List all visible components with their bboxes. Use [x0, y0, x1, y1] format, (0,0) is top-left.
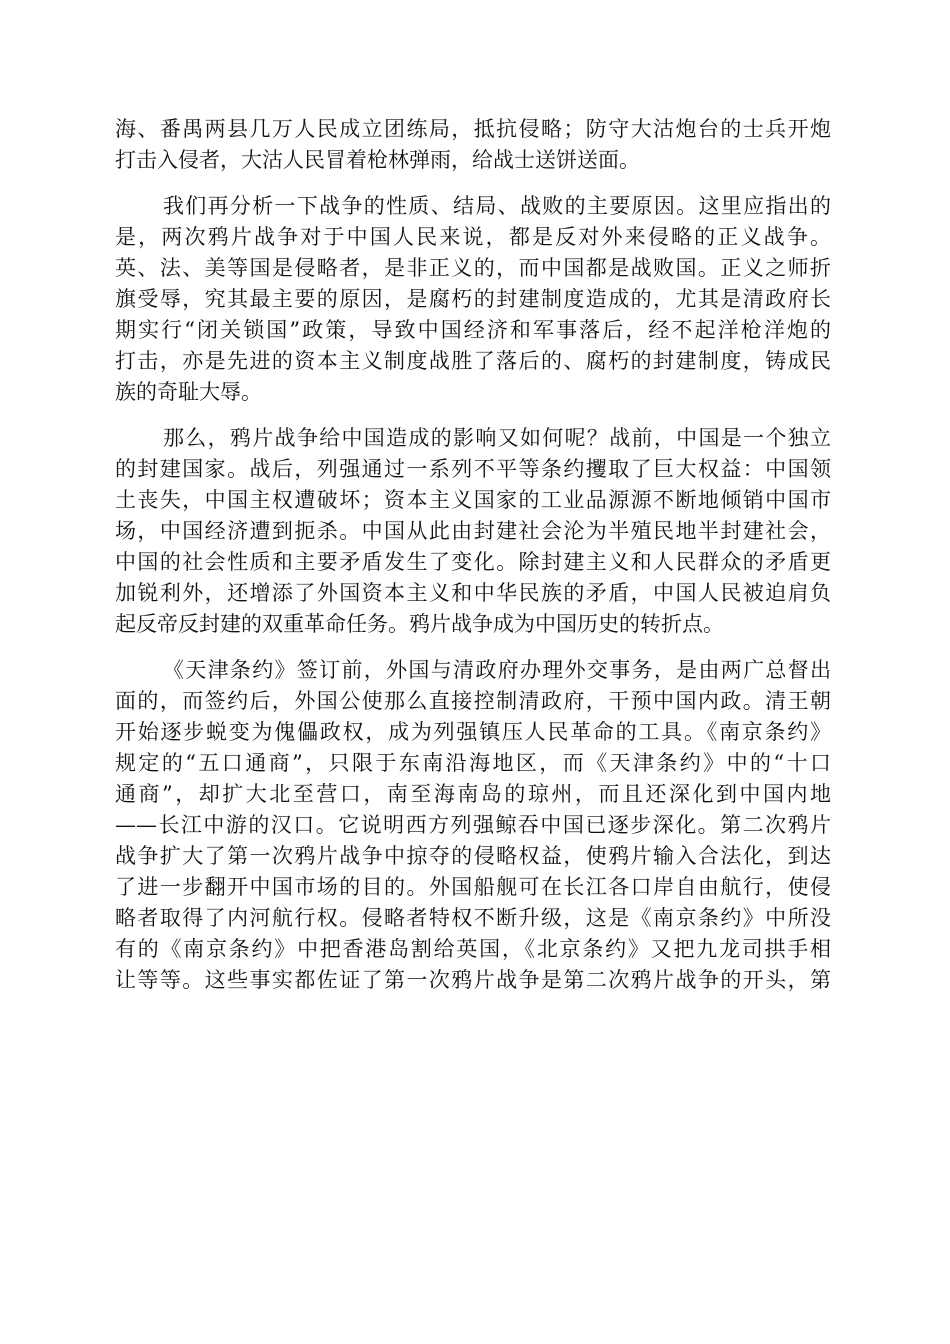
text-line: 加锐利外，还增添了外国资本主义和中华民族的矛盾，中国人民被迫肩负 — [115, 581, 831, 605]
text-line: 《天津条约》签订前，外国与清政府办理外交事务，是由两广总督出 — [163, 658, 831, 682]
text-line: 是，两次鸦片战争对于中国人民来说，都是反对外来侵略的正义战争。 — [115, 225, 831, 249]
paragraph-2 — [115, 191, 831, 408]
text-line: 了进一步翻开中国市场的目的。外国船舰可在长江各口岸自由航行，使侵 — [115, 875, 831, 899]
text-line: 规定的“五口通商”，只限于东南沿海地区，而《天津条约》中的“十口 — [115, 751, 831, 775]
text-line: 打击，亦是先进的资本主义制度战胜了落后的、腐朽的封建制度，铸成民 — [115, 349, 831, 373]
text-line: 土丧失，中国主权遭破坏；资本主义国家的工业品源源不断地倾销中国市 — [115, 488, 831, 512]
text-line: ——长江中游的汉口。它说明西方列强鲸吞中国已逐步深化。第二次鸦片 — [115, 813, 831, 837]
text-line: 期实行“闭关锁国”政策，导致中国经济和军事落后，经不起洋枪洋炮的 — [115, 318, 831, 342]
text-line: 的封建国家。战后，列强通过一系列不平等条约攫取了巨大权益：中国领 — [115, 457, 831, 481]
text-line: 让等等。这些事实都佐证了第一次鸦片战争是第二次鸦片战争的开头，第 — [115, 968, 831, 992]
text-line: 面的，而签约后，外国公使那么直接控制清政府，干预中国内政。清王朝 — [115, 689, 831, 713]
text-line: 我们再分析一下战争的性质、结局、战败的主要原因。这里应指出的 — [163, 194, 831, 218]
paragraph-3 — [115, 423, 831, 640]
text-line: 海、番禺两县几万人民成立团练局，抵抗侵略；防守大沽炮台的士兵开炮 — [115, 117, 831, 141]
text-line: 族的奇耻大辱。 — [115, 380, 262, 404]
text-line: 场，中国经济遭到扼杀。中国从此由封建社会沦为半殖民地半封建社会， — [115, 519, 831, 543]
text-line: 有的《南京条约》中把香港岛割给英国，《北京条约》又把九龙司拱手相 — [115, 937, 831, 961]
text-line: 那么，鸦片战争给中国造成的影响又如何呢？战前，中国是一个独立 — [163, 426, 831, 450]
text-line: 起反帝反封建的双重革命任务。鸦片战争成为中国历史的转折点。 — [115, 612, 724, 636]
text-line: 战争扩大了第一次鸦片战争中掠夺的侵略权益，使鸦片输入合法化，到达 — [115, 844, 831, 868]
text-line: 打击入侵者，大沽人民冒着枪林弹雨，给战士送饼送面。 — [115, 148, 640, 172]
text-line: 通商”，却扩大北至营口，南至海南岛的琼州，而且还深化到中国内地 — [115, 782, 831, 806]
text-line: 旗受辱，究其最主要的原因，是腐朽的封建制度造成的，尤其是清政府长 — [115, 287, 831, 311]
text-line: 略者取得了内河航行权。侵略者特权不断升级，这是《南京条约》中所没 — [115, 906, 831, 930]
text-line: 英、法、美等国是侵略者，是非正义的，而中国都是战败国。正义之师折 — [115, 256, 831, 280]
paragraph-4 — [115, 655, 831, 996]
document-body — [115, 114, 831, 1011]
text-line: 开始逐步蜕变为傀儡政权，成为列强镇压人民革命的工具。《南京条约》 — [115, 720, 831, 744]
paragraph-1 — [115, 114, 831, 176]
text-line: 中国的社会性质和主要矛盾发生了变化。除封建主义和人民群众的矛盾更 — [115, 550, 831, 574]
